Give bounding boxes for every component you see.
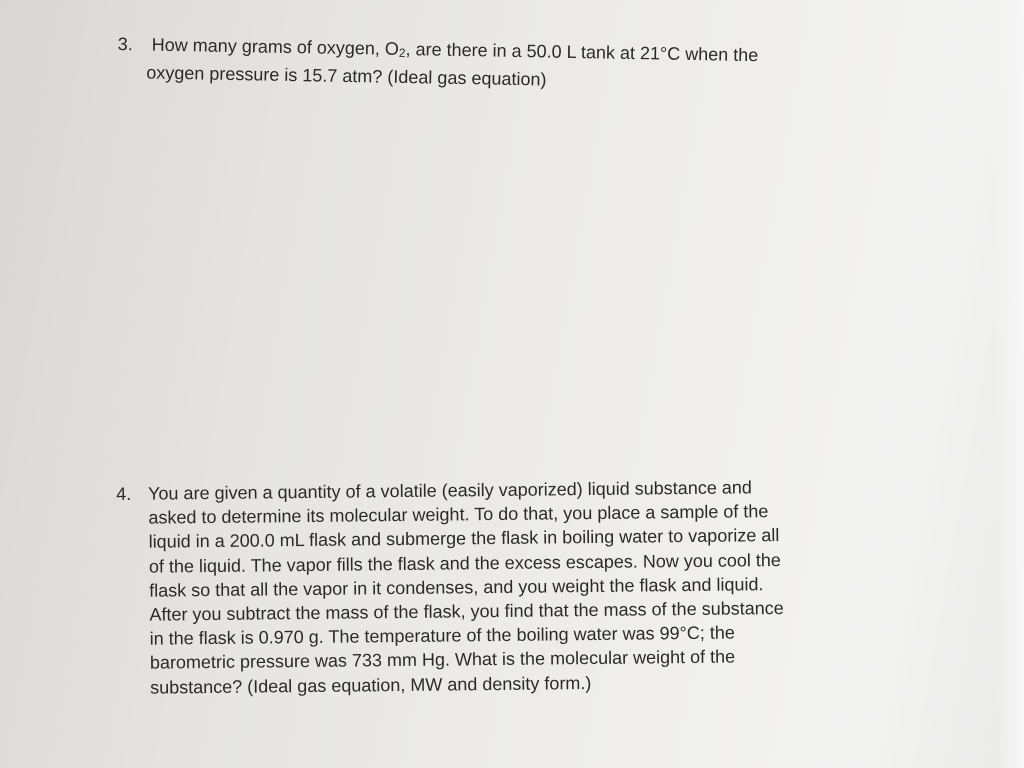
question-4: [116, 474, 898, 700]
question-line: of the liquid. The vapor fills the flask and the excess escapes. Now you cool the: [148, 549, 781, 577]
text-segment: , are there in a 50.0 L tank at 21°C when the: [405, 39, 759, 66]
question-line: oxygen pressure is 15.7 atm? (Ideal gas equation): [146, 62, 547, 90]
question-number: 3.: [117, 33, 133, 55]
question-line: liquid in a 200.0 mL flask and submerge the flask in boiling water to vaporize all: [148, 525, 780, 553]
question-line: in the flask is 0.970 g. The temperature of the boiling water was 99°C; the: [149, 622, 735, 649]
question-line: After you subtract the mass of the flask, you find that the mass of the substance: [149, 598, 784, 625]
page-edge-highlight: [994, 0, 1024, 768]
question-line: You are given a quantity of a volatile (easily vaporized) liquid substance and: [148, 477, 752, 504]
text-segment: How many grams of oxygen, O: [151, 34, 400, 59]
question-line: flask so that all the vapor in it condenses, and you weight the flask and liquid.: [149, 574, 764, 601]
subscript: 2: [398, 45, 406, 61]
question-3: [117, 32, 838, 97]
question-line: substance? (Ideal gas equation, MW and density form.): [150, 672, 592, 698]
question-line: asked to determine its molecular weight. To do that, you place a sample of the: [148, 501, 769, 528]
question-number: 4.: [116, 483, 132, 504]
question-line: barometric pressure was 733 mm Hg. What is the molecular weight of the: [149, 646, 736, 674]
